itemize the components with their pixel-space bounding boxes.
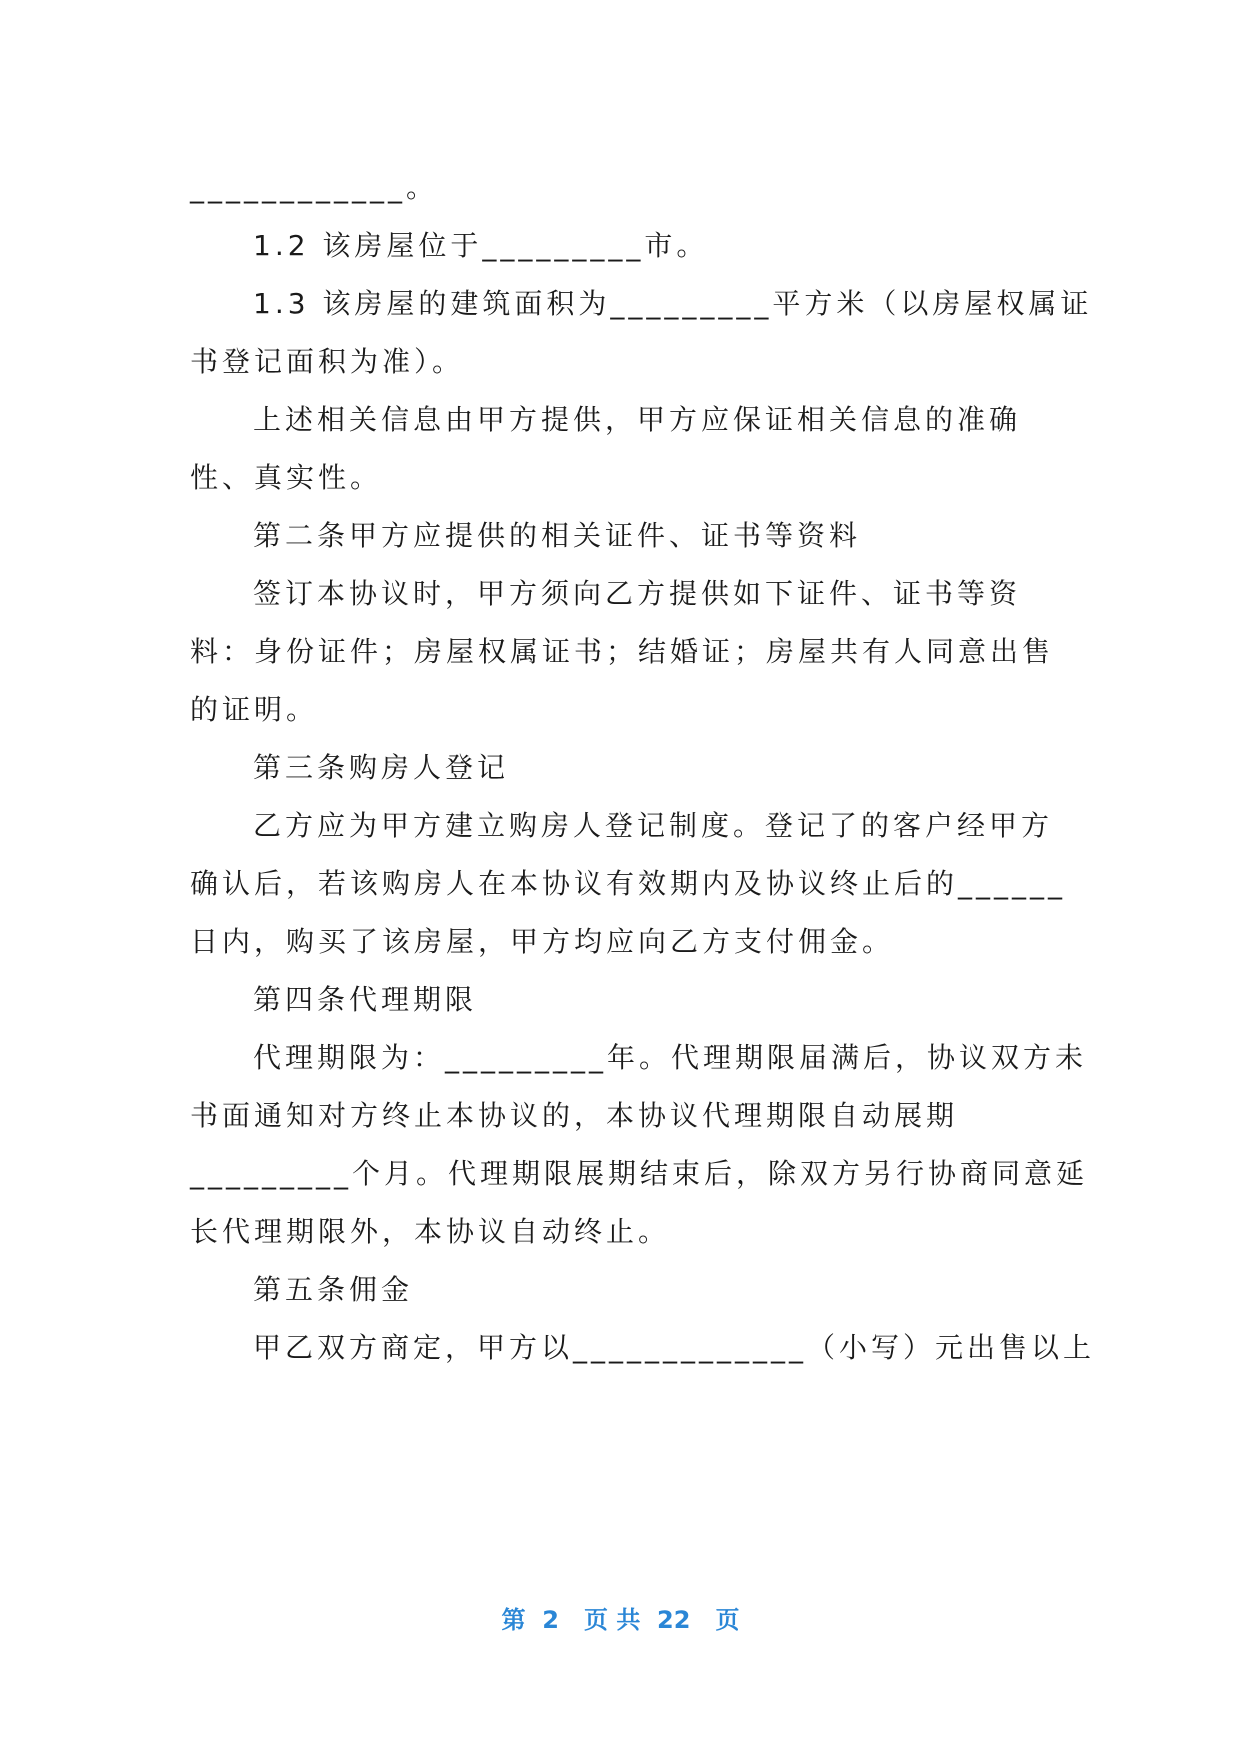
text-line: 上述相关信息由甲方提供，甲方应保证相关信息的准确	[253, 403, 1022, 436]
text-line: 乙方应为甲方建立购房人登记制度。登记了的客户经甲方	[253, 809, 1054, 842]
text-line: ____________。	[190, 171, 439, 204]
section-heading: 第三条购房人登记	[253, 751, 510, 784]
text-line: 长代理期限外，本协议自动终止。	[190, 1215, 671, 1248]
text-line: 书面通知对方终止本协议的，本协议代理期限自动展期	[190, 1099, 959, 1132]
text-line: 的证明。	[190, 693, 319, 726]
text-line: 甲乙双方商定，甲方以_____________（小写）元出售以上	[253, 1331, 1096, 1364]
text-line: 确认后，若该购房人在本协议有效期内及协议终止后的______	[190, 867, 1067, 900]
text-line: 代理期限为：_________年。代理期限届满后，协议双方未	[253, 1041, 1088, 1074]
text-line: 日内，购买了该房屋，甲方均应向乙方支付佣金。	[190, 925, 895, 958]
text-line: 性、真实性。	[190, 461, 383, 494]
text-line: 料：身份证件；房屋权属证书；结婚证；房屋共有人同意出售	[190, 635, 1055, 668]
section-heading: 第五条佣金	[253, 1273, 414, 1306]
page-number-footer: 第 2 页 共 22 页	[501, 1606, 740, 1634]
section-heading: 第四条代理期限	[253, 983, 478, 1016]
text-line: 签订本协议时，甲方须向乙方提供如下证件、证书等资	[253, 577, 1022, 610]
text-line: 书登记面积为准）。	[190, 345, 465, 378]
text-line: _________个月。代理期限展期结束后，除双方另行协商同意延	[190, 1157, 1089, 1190]
text-line: 1.2 该房屋位于_________市。	[253, 229, 709, 262]
text-line: 1.3 该房屋的建筑面积为_________平方米（以房屋权属证	[253, 287, 1093, 320]
section-heading: 第二条甲方应提供的相关证件、证书等资料	[253, 519, 862, 552]
